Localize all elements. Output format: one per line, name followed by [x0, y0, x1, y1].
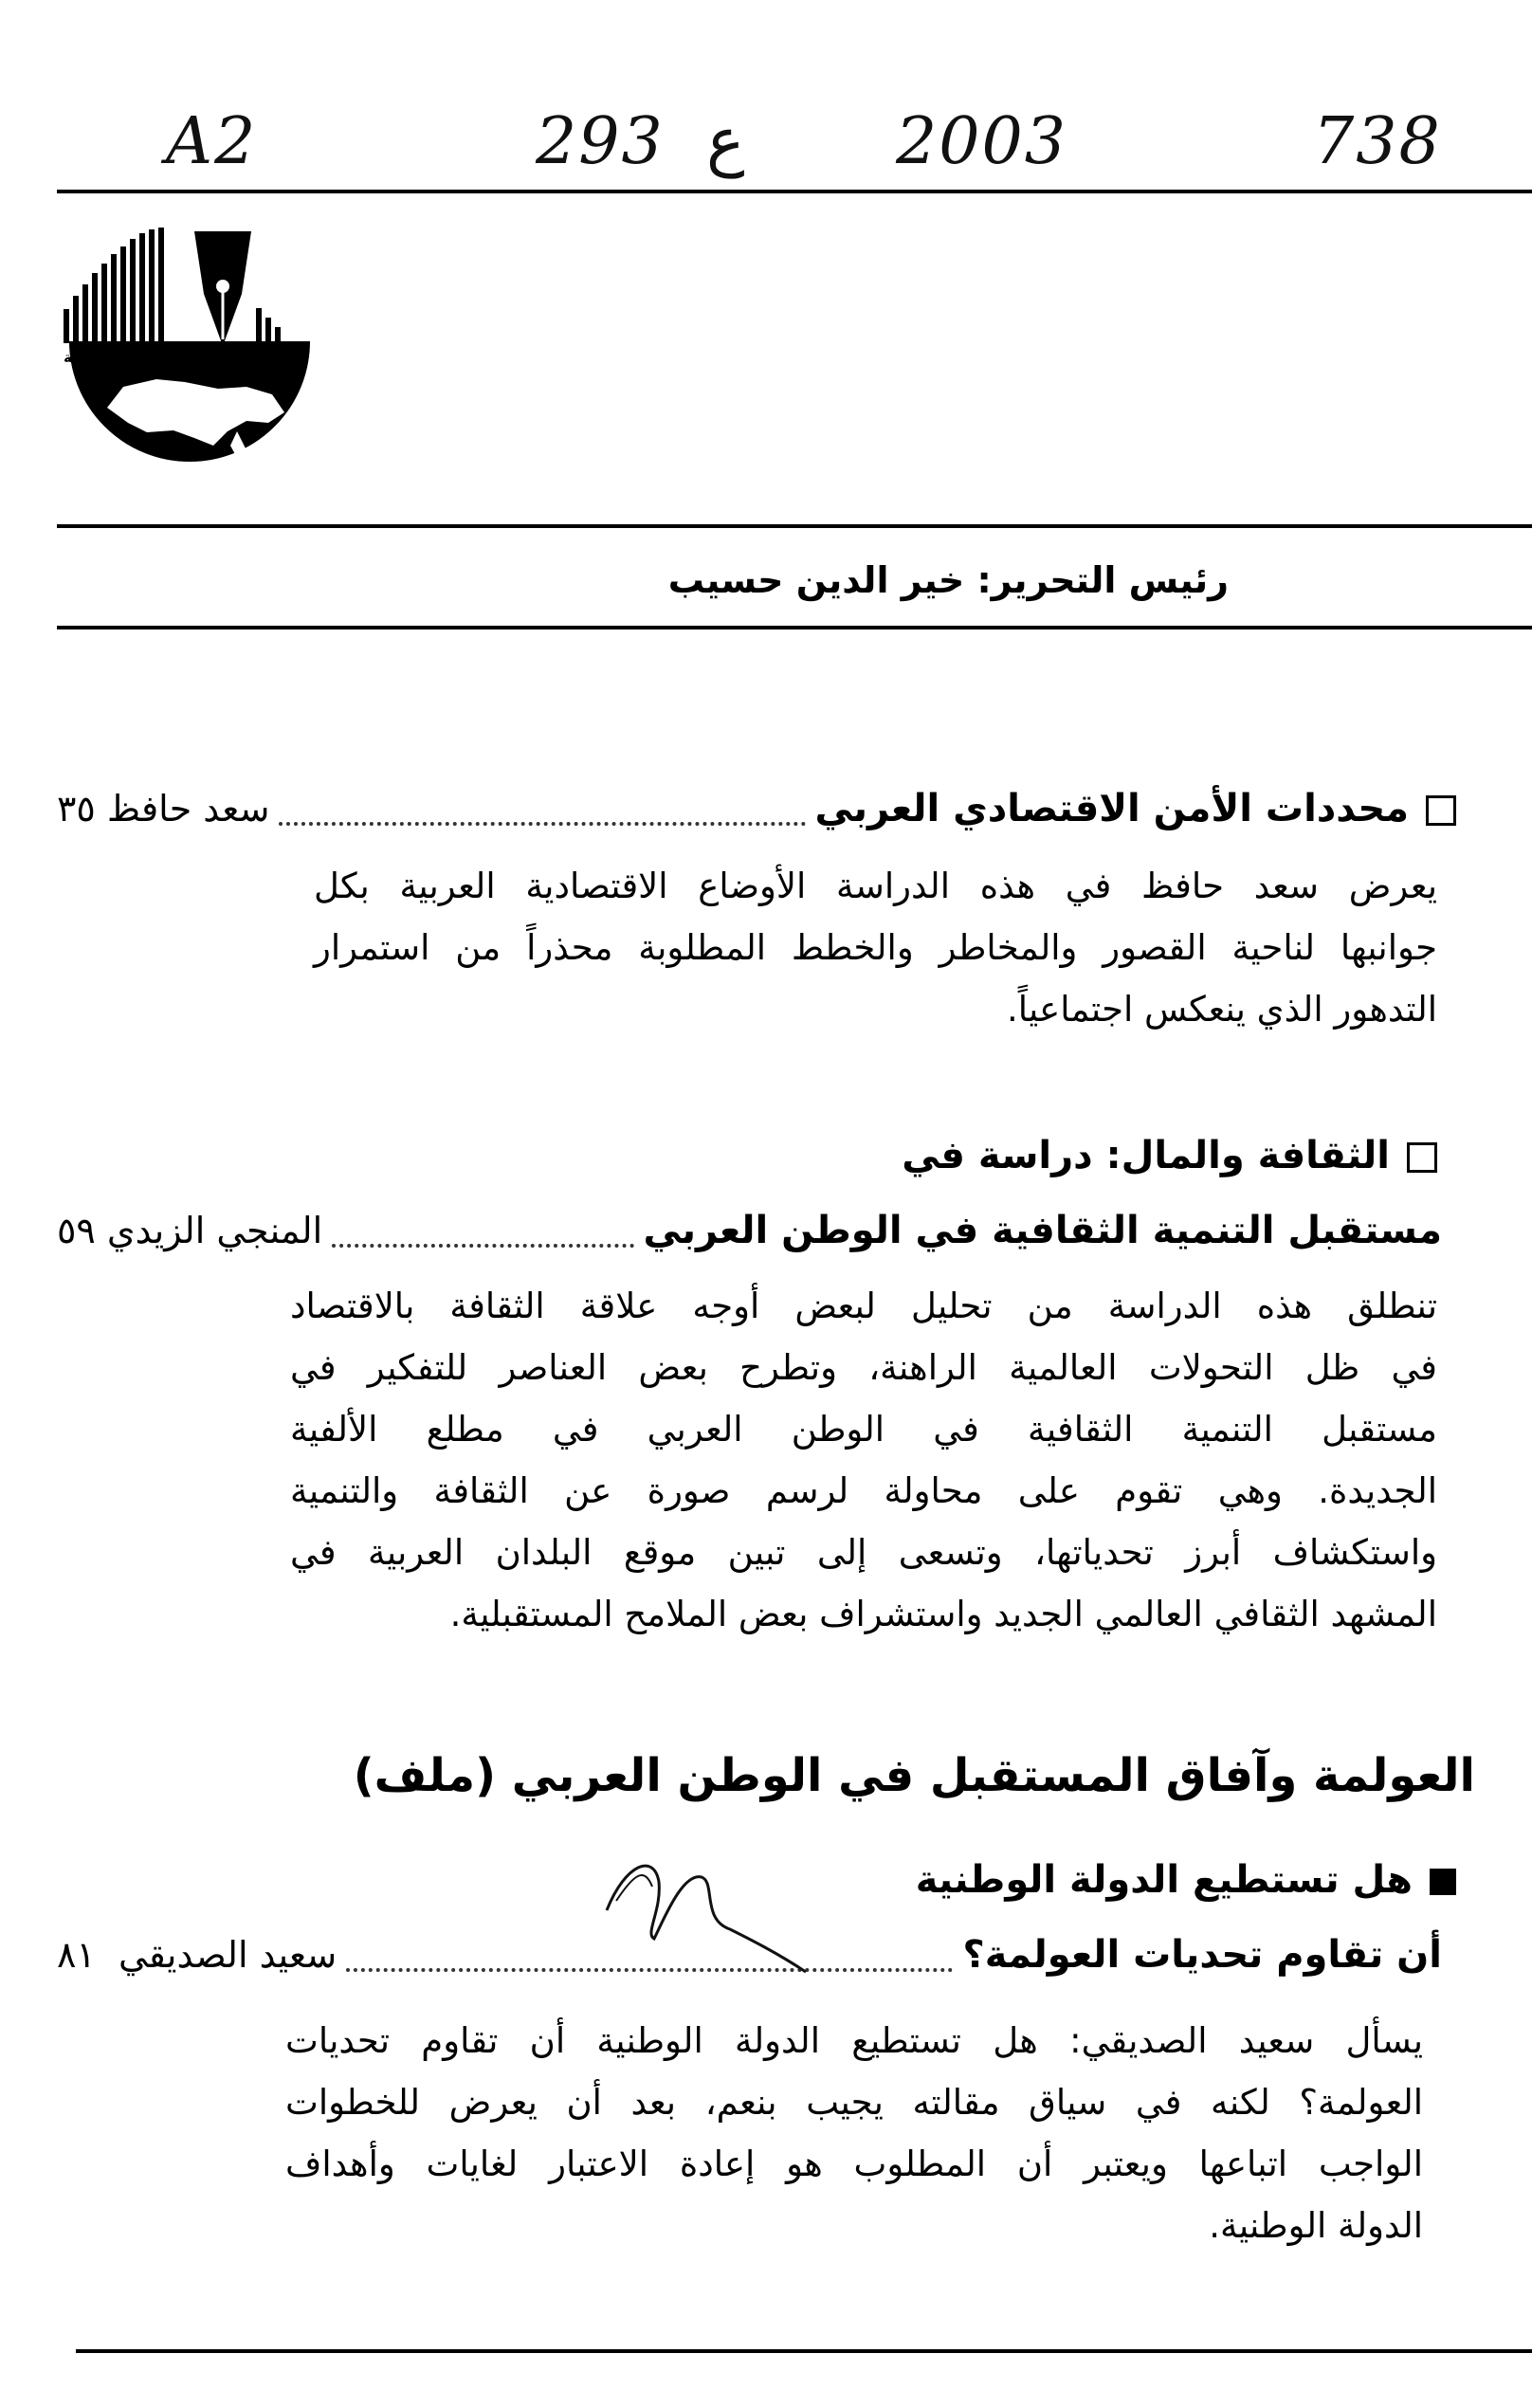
editor-in-chief: رئيس التحرير: خير الدين حسيب: [667, 559, 1229, 601]
leader-dots: [332, 1213, 633, 1248]
abstract-line: واستكشاف أبرز تحدياتها، وتسعى إلى تبين موقع البلدان العربية في: [290, 1532, 1437, 1573]
handwritten-letter: ع: [706, 104, 745, 179]
article-title: مستقبل التنمية الثقافية في الوطن العربي: [643, 1209, 1442, 1252]
abstract-line: المشهد الثقافي العالمي الجديد واستشراف بعض الملامح المستقبلية.: [449, 1594, 1437, 1634]
checkbox-icon: [1426, 795, 1456, 826]
article-author: سعد حافظ: [106, 788, 270, 830]
checkbox-icon: [1407, 1142, 1437, 1173]
article-title: محددات الأمن الاقتصادي العربي: [814, 787, 1409, 830]
article-abstract: [314, 855, 1437, 1040]
abstract-line: جوانبها لناحية القصور والمخاطر والخطط المطلوبة محذراً من استمرار: [314, 927, 1437, 968]
scribble-mark-icon: [588, 1844, 815, 1986]
article-entry: [57, 1202, 1442, 1259]
abstract-line: الدولة الوطنية.: [1209, 2205, 1423, 2246]
abstract-line: الواجب اتباعها ويعتبر أن المطلوب هو إعادة الاعتبار لغايات وأهداف: [285, 2143, 1423, 2184]
rule-below-editor: [57, 626, 1532, 629]
leader-dots: [279, 792, 805, 826]
article-abstract: [290, 1275, 1437, 1645]
abstract-line: في ظل التحولات العالمية الراهنة، وتطرح بعض العناصر للتفكير في: [290, 1347, 1437, 1388]
logo-caption: دراسات الوحدة العربية: [64, 349, 221, 366]
abstract-line: التدهور الذي ينعكس اجتماعياً.: [1006, 989, 1437, 1030]
abstract-line: الجديدة. وهي تقوم على محاولة لرسم صورة عن الثقافة والتنمية: [290, 1470, 1437, 1511]
page-number: ٨١: [57, 1934, 96, 1976]
abstract-line: تنطلق هذه الدراسة من تحليل لبعض أوجه علاقة الثقافة بالاقتصاد: [290, 1286, 1437, 1326]
abstract-line: مستقبل التنمية الثقافية في الوطن العربي في مطلع الألفية: [290, 1409, 1437, 1450]
bottom-rule: [76, 2349, 1532, 2353]
article-author: المنجي الزيدي: [106, 1210, 323, 1251]
handwritten-year: 2003: [896, 104, 1068, 179]
logo-top-word: مركز: [246, 349, 282, 366]
section-heading: العولمة وآفاق المستقبل في الوطن العربي (ملف): [353, 1749, 1475, 1802]
handwritten-number: 293: [536, 104, 665, 179]
article-title-line: هل تستطيع الدولة الوطنية: [916, 1858, 1456, 1902]
handwritten-page: 738: [1313, 104, 1442, 179]
handwritten-code: A2: [166, 104, 258, 179]
article-title-line: الثقافة والمال: دراسة في: [902, 1134, 1437, 1177]
square-bullet-icon: [1430, 1869, 1456, 1895]
article-entry: [57, 780, 1456, 837]
page-number: ٣٥: [57, 788, 96, 830]
article-author: سعيد الصديقي: [119, 1934, 337, 1976]
top-rule: [57, 190, 1532, 193]
abstract-line: يسأل سعيد الصديقي: هل تستطيع الدولة الوطنية أن تقاوم تحديات: [285, 2020, 1423, 2061]
abstract-line: العولمة؟ لكنه في سياق مقالته يجيب بنعم، بعد أن يعرض للخطوات: [285, 2082, 1423, 2123]
article-abstract: [285, 2010, 1423, 2256]
abstract-line: يعرض سعد حافظ في هذه الدراسة الأوضاع الاقتصادية العربية بكل: [314, 866, 1437, 906]
article-title: أن تقاوم تحديات العولمة؟: [962, 1933, 1442, 1977]
rule-above-editor: [57, 524, 1532, 528]
page-number: ٥٩: [57, 1210, 96, 1251]
logo: [52, 228, 327, 498]
